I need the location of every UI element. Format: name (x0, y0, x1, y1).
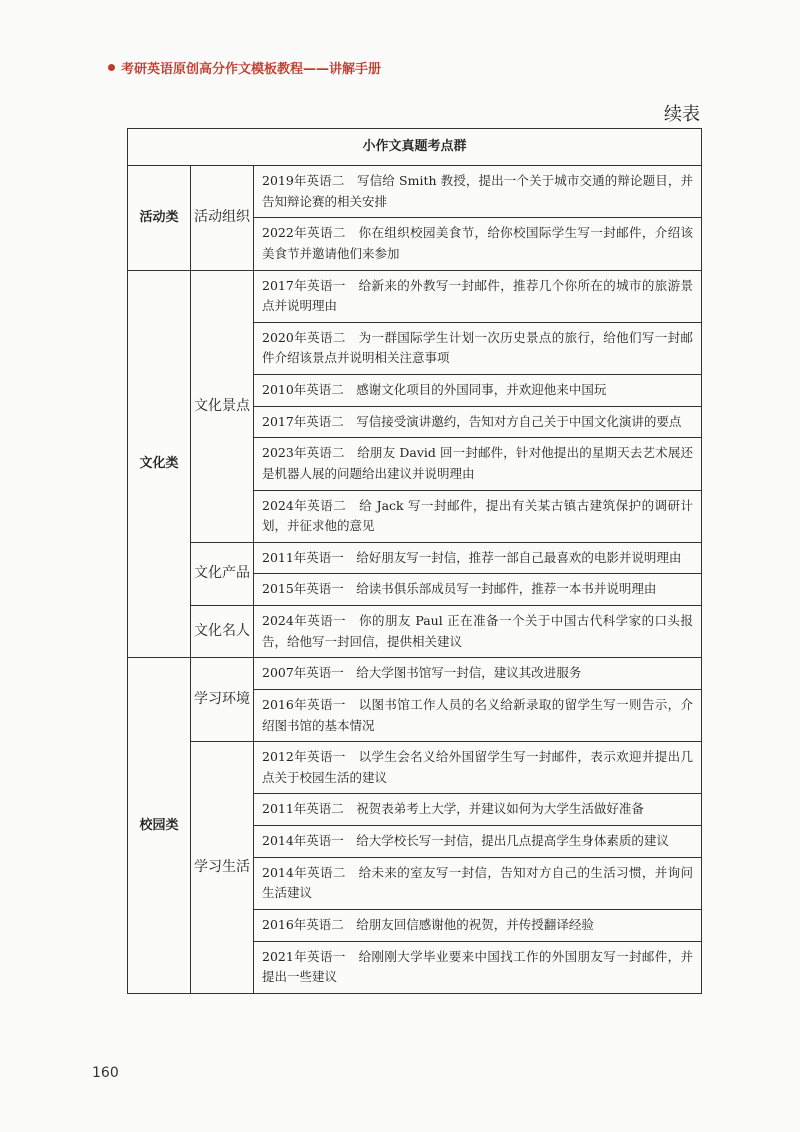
topic-item-cell: 2011年英语一 给好朋友写一封信，推荐一部自己最喜欢的电影并说明理由 (254, 542, 702, 574)
subcategory-cell: 文化景点 (191, 270, 254, 542)
topic-item-cell: 2016年英语二 给朋友回信感谢他的祝贺，并传授翻译经验 (254, 909, 702, 941)
table-title-row (128, 129, 702, 166)
table-row (128, 606, 702, 658)
topic-item-cell: 2020年英语二 为一群国际学生计划一次历史景点的旅行，给他们写一封邮件介绍该景点并说明相关注意事项 (254, 322, 702, 374)
table-row (128, 658, 702, 690)
subcategory-cell: 活动组织 (191, 166, 254, 271)
table-row (128, 742, 702, 794)
topic-item-cell: 2024年英语一 你的朋友 Paul 正在准备一个关于中国古代科学家的口头报告，给他写一封回信，提供相关建议 (254, 606, 702, 658)
subcategory-cell: 学习环境 (191, 658, 254, 742)
topic-item-cell: 2014年英语一 给大学校长写一封信，提出几点提高学生身体素质的建议 (254, 826, 702, 858)
topic-item-cell: 2012年英语一 以学生会名义给外国留学生写一封邮件，表示欢迎并提出几点关于校园生活的建议 (254, 742, 702, 794)
topic-item-cell: 2014年英语二 给未来的室友写一封信，告知对方自己的生活习惯，并询问生活建议 (254, 857, 702, 909)
page-number: 160 (92, 1065, 119, 1081)
category-cell: 活动类 (128, 166, 191, 271)
topic-item-cell: 2010年英语二 感谢文化项目的外国同事，并欢迎他来中国玩 (254, 375, 702, 407)
topic-item-cell: 2007年英语一 给大学图书馆写一封信，建议其改进服务 (254, 658, 702, 690)
topic-item-cell: 2017年英语二 写信接受演讲邀约，告知对方自己关于中国文化演讲的要点 (254, 406, 702, 438)
topic-item-cell: 2023年英语二 给朋友 David 回一封邮件，针对他提出的星期天去艺术展还是机器人展的问题给出建议并说明理由 (254, 438, 702, 490)
subcategory-cell: 学习生活 (191, 742, 254, 994)
topic-item-cell: 2022年英语二 你在组织校园美食节，给你校国际学生写一封邮件，介绍该美食节并邀请他们来参加 (254, 218, 702, 270)
subcategory-cell: 文化产品 (191, 542, 254, 605)
running-header (108, 58, 381, 77)
topic-item-cell: 2011年英语二 祝贺表弟考上大学，并建议如何为大学生活做好准备 (254, 794, 702, 826)
bullet-dot-icon (108, 64, 115, 71)
continued-label: 续表 (664, 104, 700, 125)
topic-item-cell: 2016年英语一 以图书馆工作人员的名义给新录取的留学生写一则告示，介绍图书馆的基本情况 (254, 689, 702, 741)
table-title: 小作文真题考点群 (128, 129, 702, 166)
topic-item-cell: 2024年英语二 给 Jack 写一封邮件，提出有关某古镇古建筑保护的调研计划，并征求他的意见 (254, 490, 702, 542)
topic-item-cell: 2015年英语一 给读书俱乐部成员写一封邮件，推荐一本书并说明理由 (254, 574, 702, 606)
table-row (128, 542, 702, 574)
table-row (128, 270, 702, 322)
subcategory-cell: 文化名人 (191, 606, 254, 658)
topic-item-cell: 2021年英语一 给刚刚大学毕业要来中国找工作的外国朋友写一封邮件，并提出一些建议 (254, 941, 702, 993)
topic-item-cell: 2019年英语二 写信给 Smith 教授，提出一个关于城市交通的辩论题目，并告知辩论赛的相关安排 (254, 166, 702, 218)
category-cell: 校园类 (128, 658, 191, 994)
category-cell: 文化类 (128, 270, 191, 658)
running-title: 考研英语原创高分作文模板教程——讲解手册 (121, 62, 382, 77)
table-row (128, 166, 702, 218)
topic-item-cell: 2017年英语一 给新来的外教写一封邮件，推荐几个你所在的城市的旅游景点并说明理由 (254, 270, 702, 322)
topics-table (127, 128, 702, 994)
